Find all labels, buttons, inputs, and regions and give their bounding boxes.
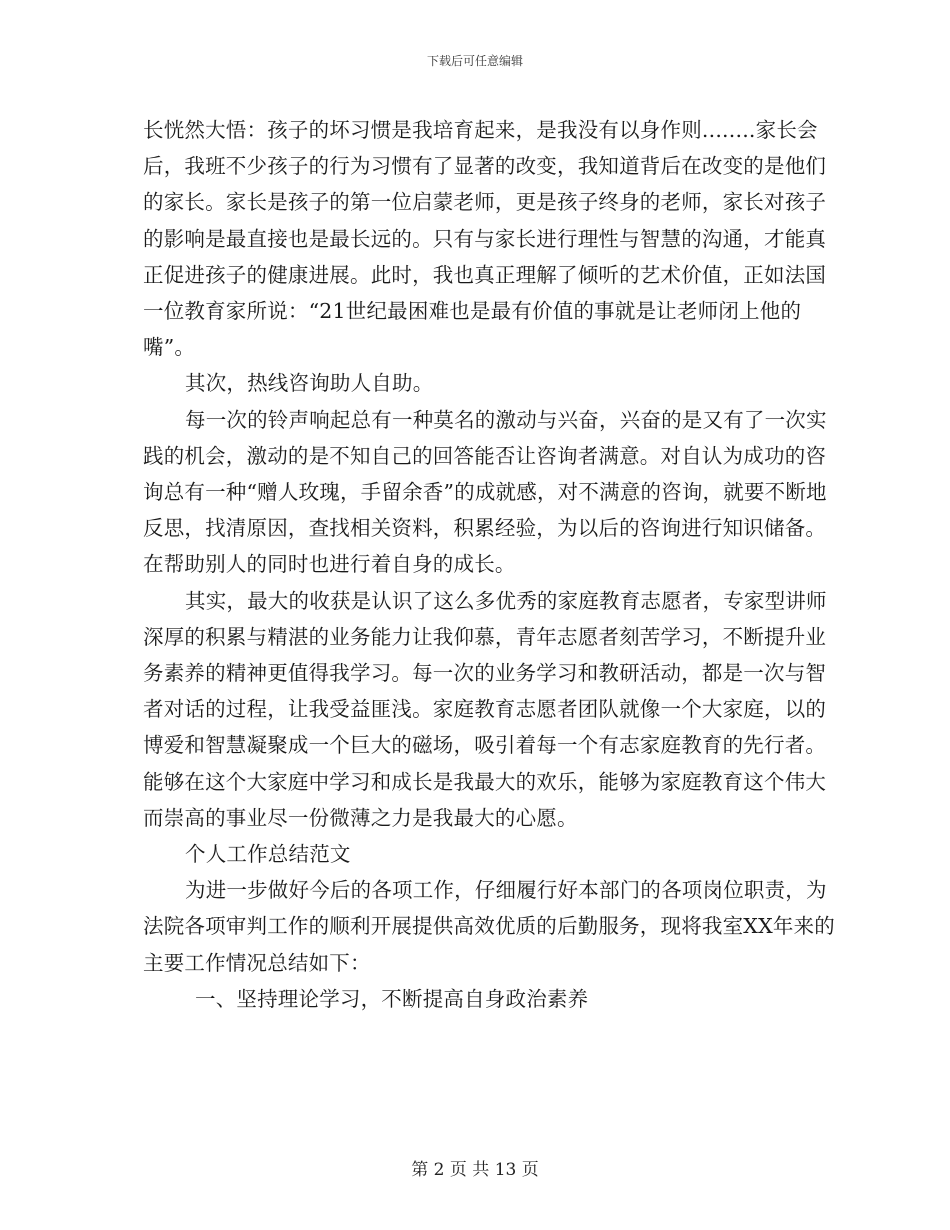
subsection-heading: 一、坚持理论学习，不断提高自身政治素养 [195,986,589,1011]
page-header: 下载后可任意编辑 [426,54,523,68]
paragraph-continued: 长恍然大悟：孩子的坏习惯是我培育起来，是我没有以身作则........家长会后，我班不少孩子的行为习惯有了显著的改变，我知道背后在改变的是他们的家长。家长是孩子的第一位启蒙老师，更是孩子终身的老师，家长对孩子的影响是最直接也是最长远的。只有与家长进行理性与智慧的沟通，才能真正促进孩子的健康进展。此时，我也真正理解了倾听的艺术价值，正如法国一位教育家所说：“21世纪最困难也是最有价值的事就是让老师闭上他的嘴”。 [143,118,827,360]
section-title: 个人工作总结范文 [185,842,351,867]
paragraph-hotline: 每一次的铃声响起总有一种莫名的激动与兴奋，兴奋的是又有了一次实践的机会，激动的是不知自己的回答能否让咨询者满意。对自认为成功的咨询总有一种“赠人玫瑰，手留余香”的成就感，对不满意的咨询，就要不断地反思，找清原因，查找相关资料，积累经验，为以后的咨询进行知识储备。在帮助别人的同时也进行着自身的成长。 [143,407,827,577]
paragraph-heading-hotline: 其次，热线咨询助人自助。 [185,371,434,396]
document-body [143,112,843,1017]
page-footer: 第 2 页 共 13 页 [411,1160,539,1180]
paragraph-intro: 为进一步做好今后的各项工作，仔细履行好本部门的各项岗位职责，为法院各项审判工作的顺利开展提供高效优质的后勤服务，现将我室XX年来的主要工作情况总结如下： [143,878,835,975]
paragraph-gains: 其实，最大的收获是认识了这么多优秀的家庭教育志愿者，专家型讲师深厚的积累与精湛的业务能力让我仰慕，青年志愿者刻苦学习，不断提升业务素养的精神更值得我学习。每一次的业务学习和教研活动，都是一次与智者对话的过程，让我受益匪浅。家庭教育志愿者团队就像一个大家庭，以的博爱和智慧凝聚成一个巨大的磁场，吸引着每一个有志家庭教育的先行者。能够在这个大家庭中学习和成长是我最大的欢乐，能够为家庭教育这个伟大而崇高的事业尽一份微薄之力是我最大的心愿。 [143,588,827,830]
